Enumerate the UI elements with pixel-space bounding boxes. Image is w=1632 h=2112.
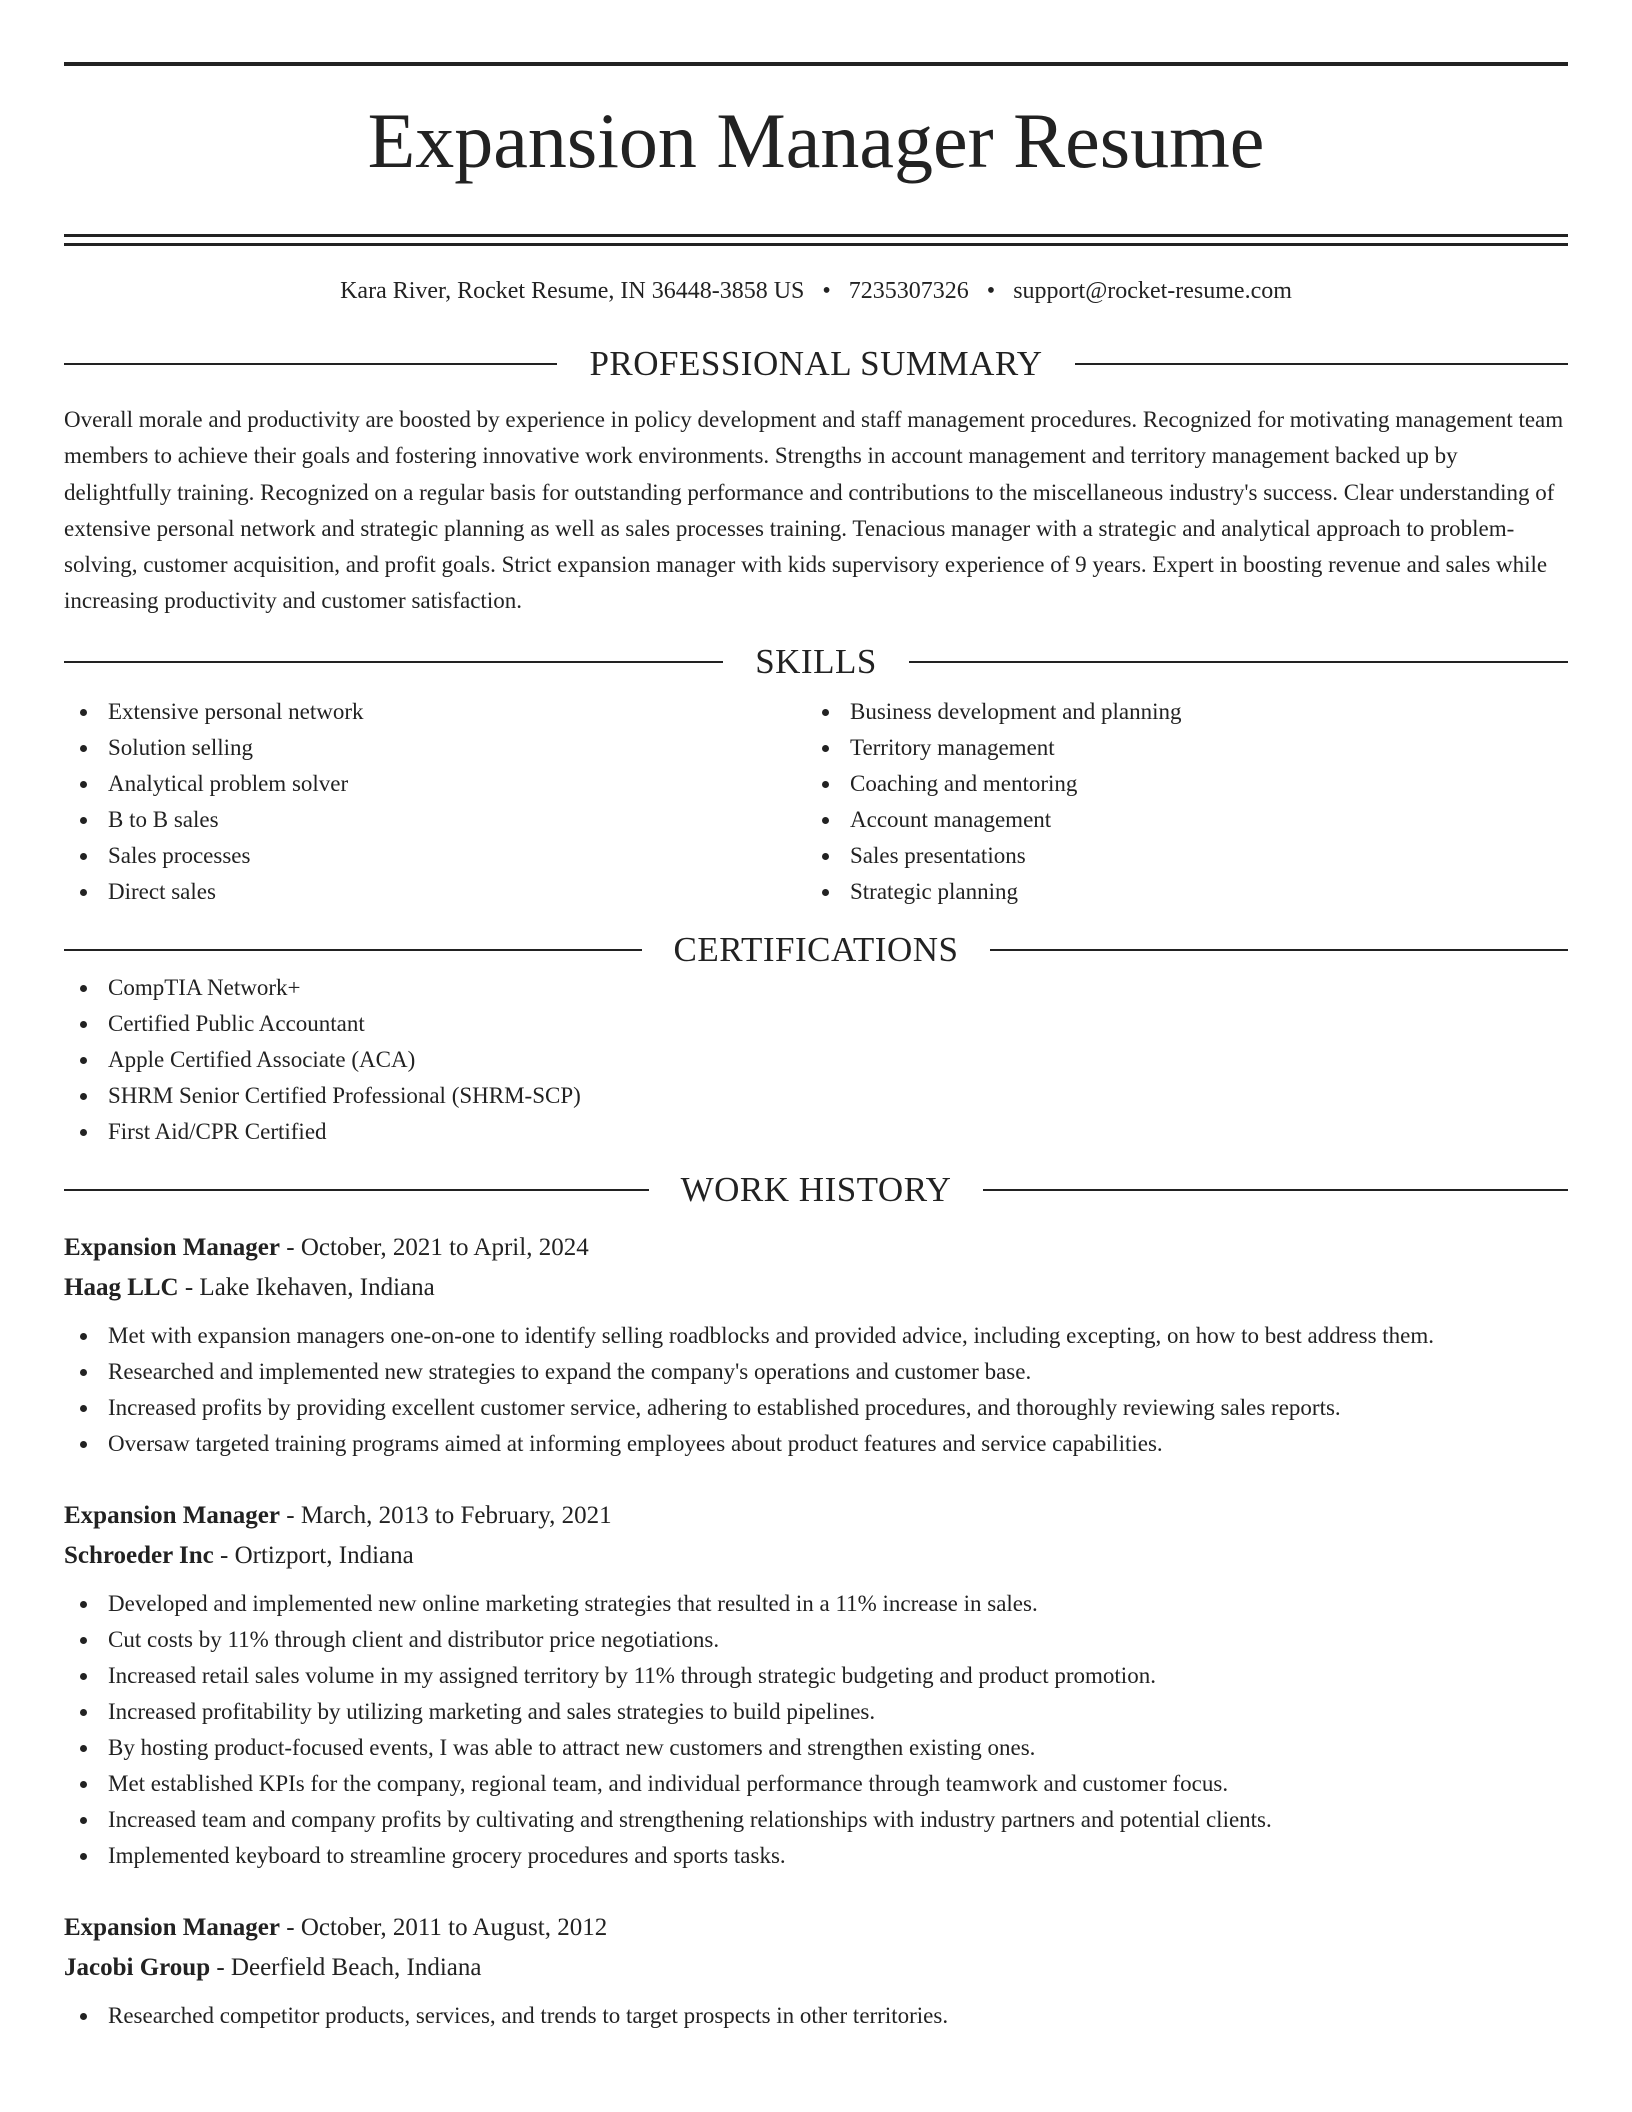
skill-item: Analytical problem solver bbox=[64, 766, 806, 802]
job-duty-item: Increased team and company profits by cultivating and strengthening relationships with industry partners and potential clients. bbox=[64, 1802, 1568, 1838]
certification-item: Apple Certified Associate (ACA) bbox=[64, 1042, 1568, 1078]
job-title-line bbox=[64, 1228, 1568, 1268]
job-duty-item: Developed and implemented new online marketing strategies that resulted in a 11% increase in sales. bbox=[64, 1586, 1568, 1622]
skills-list-left bbox=[64, 694, 806, 910]
job-location: - Deerfield Beach, Indiana bbox=[210, 1953, 482, 1981]
title-double-rule bbox=[64, 234, 1568, 246]
certifications-list bbox=[64, 970, 1568, 1150]
skill-item: Account management bbox=[806, 802, 1548, 838]
contact-line bbox=[64, 276, 1568, 306]
contact-phone: 7235307326 bbox=[848, 278, 969, 304]
job-duty-item: Increased retail sales volume in my assigned territory by 11% through strategic budgeting and product promotion. bbox=[64, 1658, 1568, 1694]
job-duties-list bbox=[64, 1318, 1568, 1462]
job-entry bbox=[64, 1908, 1568, 2034]
skill-item: Coaching and mentoring bbox=[806, 766, 1548, 802]
job-duty-item: Researched competitor products, services, and trends to target prospects in other territories. bbox=[64, 1998, 1568, 2034]
section-header-skills bbox=[64, 642, 1568, 682]
resume-title: Expansion Manager Resume bbox=[367, 97, 1265, 184]
skill-item: Solution selling bbox=[64, 730, 806, 766]
contact-address: Kara River, Rocket Resume, IN 36448-3858 US bbox=[340, 278, 805, 304]
job-title-line bbox=[64, 1908, 1568, 1948]
certification-item: CompTIA Network+ bbox=[64, 970, 1568, 1006]
skill-item: B to B sales bbox=[64, 802, 806, 838]
job-title: Expansion Manager bbox=[64, 1501, 281, 1529]
divider bbox=[64, 949, 642, 951]
job-duty-item: Increased profitability by utilizing marketing and sales strategies to build pipelines. bbox=[64, 1694, 1568, 1730]
job-duty-item: Met established KPIs for the company, regional team, and individual performance through teamwork and customer focus. bbox=[64, 1766, 1568, 1802]
section-header-certifications bbox=[64, 930, 1568, 970]
job-dates: - October, 2021 to April, 2024 bbox=[280, 1233, 589, 1261]
section-title: CERTIFICATIONS bbox=[673, 929, 959, 969]
section-title: WORK HISTORY bbox=[680, 1169, 952, 1209]
skill-item: Strategic planning bbox=[806, 874, 1548, 910]
certification-item: Certified Public Accountant bbox=[64, 1006, 1568, 1042]
job-duties-list bbox=[64, 1998, 1568, 2034]
skill-item: Sales presentations bbox=[806, 838, 1548, 874]
skill-item: Sales processes bbox=[64, 838, 806, 874]
section-title: PROFESSIONAL SUMMARY bbox=[589, 344, 1043, 383]
job-entry bbox=[64, 1496, 1568, 1874]
job-dates: - March, 2013 to February, 2021 bbox=[280, 1501, 612, 1529]
divider bbox=[64, 363, 557, 365]
divider bbox=[64, 661, 723, 663]
divider bbox=[990, 949, 1568, 951]
certification-item: SHRM Senior Certified Professional (SHRM-SCP) bbox=[64, 1078, 1568, 1114]
skill-item: Direct sales bbox=[64, 874, 806, 910]
top-rule bbox=[64, 62, 1568, 66]
job-entry bbox=[64, 1228, 1568, 1462]
skill-item: Extensive personal network bbox=[64, 694, 806, 730]
contact-separator: • bbox=[822, 278, 831, 304]
job-title: Expansion Manager bbox=[64, 1913, 281, 1941]
skills-list-right bbox=[806, 694, 1548, 910]
job-company-line bbox=[64, 1268, 1568, 1308]
certification-item: First Aid/CPR Certified bbox=[64, 1114, 1568, 1150]
section-header-work-history bbox=[64, 1170, 1568, 1210]
contact-separator: • bbox=[986, 278, 996, 304]
summary-paragraph: Overall morale and productivity are boosted by experience in policy development and staff management procedures. Recognized for motivating management team members to achieve their goals and fostering innovative work environments. Strengths in account management and territory management backed up by delightfully training. Recognized on a regular basis for outstanding performance and contributions to the miscellaneous industry's success. Clear understanding of extensive personal network and strategic planning as well as sales processes training. Tenacious manager with a strategic and analytical approach to problem-solving, customer acquisition, and profit goals. Strict expansion manager with kids supervisory experience of 9 years. Expert in boosting revenue and sales while increasing productivity and customer satisfaction. bbox=[64, 407, 1564, 614]
job-duty-item: Implemented keyboard to streamline grocery procedures and sports tasks. bbox=[64, 1838, 1568, 1874]
job-company-line bbox=[64, 1948, 1568, 1988]
job-company: Jacobi Group bbox=[64, 1953, 211, 1981]
job-duty-item: Increased profits by providing excellent customer service, adhering to established procedures, and thoroughly reviewing sales reports. bbox=[64, 1390, 1568, 1426]
job-dates: - October, 2011 to August, 2012 bbox=[280, 1913, 608, 1941]
divider bbox=[909, 661, 1568, 663]
job-location: - Ortizport, Indiana bbox=[213, 1541, 414, 1569]
job-company: Schroeder Inc bbox=[64, 1541, 214, 1569]
section-title: SKILLS bbox=[755, 641, 877, 681]
skills-grid bbox=[64, 694, 1568, 910]
job-duties-list bbox=[64, 1586, 1568, 1874]
job-title-line bbox=[64, 1496, 1568, 1536]
job-company: Haag LLC bbox=[64, 1273, 179, 1301]
job-duty-item: Met with expansion managers one-on-one to identify selling roadblocks and provided advice, including excepting, on how to best address them. bbox=[64, 1318, 1568, 1354]
job-title: Expansion Manager bbox=[64, 1233, 281, 1261]
job-duty-item: Researched and implemented new strategies to expand the company's operations and customer base. bbox=[64, 1354, 1568, 1390]
job-duty-item: Cut costs by 11% through client and distributor price negotiations. bbox=[64, 1622, 1568, 1658]
job-duty-item: Oversaw targeted training programs aimed at informing employees about product features and service capabilities. bbox=[64, 1426, 1568, 1462]
skill-item: Territory management bbox=[806, 730, 1548, 766]
divider bbox=[64, 1189, 649, 1191]
skill-item: Business development and planning bbox=[806, 694, 1548, 730]
job-location: - Lake Ikehaven, Indiana bbox=[178, 1273, 435, 1301]
divider bbox=[983, 1189, 1568, 1191]
section-header-summary bbox=[64, 344, 1568, 384]
job-company-line bbox=[64, 1536, 1568, 1576]
work-history bbox=[64, 1228, 1568, 2034]
divider bbox=[1075, 363, 1568, 365]
contact-email: support@rocket-resume.com bbox=[1013, 278, 1292, 304]
job-duty-item: By hosting product-focused events, I was able to attract new customers and strengthen existing ones. bbox=[64, 1730, 1568, 1766]
resume-page bbox=[64, 0, 1568, 2034]
